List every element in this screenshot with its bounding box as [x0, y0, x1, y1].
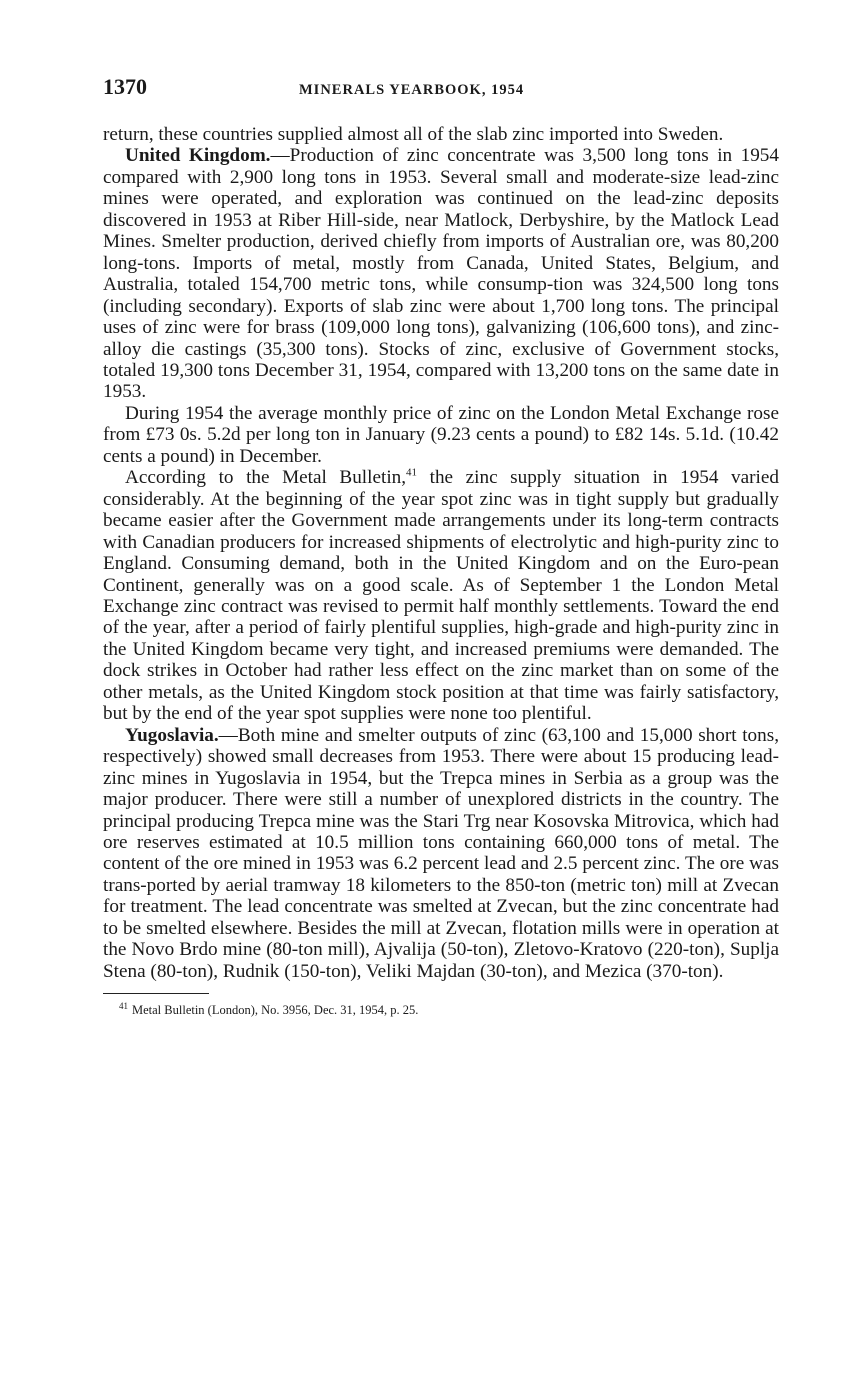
footnote-reference[interactable]: 41	[406, 466, 418, 479]
document-page	[103, 74, 779, 1018]
paragraph-united-kingdom	[103, 145, 779, 402]
page-header	[103, 74, 779, 108]
footnote-divider	[103, 993, 209, 994]
paragraph-continuation: return, these countries supplied almost all of the slab zinc imported into Sweden.	[103, 124, 724, 145]
section-heading-united-kingdom: United Kingdom.	[125, 145, 271, 167]
body-text	[103, 124, 779, 982]
paragraph-metal-bulletin	[103, 467, 779, 724]
running-head: MINERALS YEARBOOK, 1954	[299, 82, 525, 98]
paragraph-united-kingdom-body: —Production of zinc concentrate was 3,500 long tons in 1954 compared with 2,900 long tons in 1953. Several small and moderate-size lead-zinc mines were operated, and exploration was continued on the lead-zinc deposits discovered in 1953 at Riber Hill-side, near Matlock, Derbyshire, by the Matlock Lead Mines. Smelter production, derived chiefly from imports of Australian ore, was 80,200 long-tons. Imports of metal, mostly from Canada, United States, Belgium, and Australia, totaled 154,700 metric tons, while consump-tion was 324,500 long tons (including secondary). Exports of slab zinc were about 1,700 long tons. The principal uses of zinc were for brass (109,000 long tons), galvanizing (106,600 tons), and zinc-alloy die castings (35,300 tons). Stocks of zinc, exclusive of Government stocks, totaled 19,300 tons December 31, 1954, compared with 13,200 tons on the same date in 1953.	[103, 145, 779, 403]
paragraph-yugoslavia-body: —Both mine and smelter outputs of zinc (63,100 and 15,000 short tons, respectively) showed small decreases from 1953. There were about 15 producing lead-zinc mines in Yugoslavia in 1954, but the Trepca mines in Serbia as a group was the major producer. There were still a number of unexplored districts in the country. The principal producing Trepca mine was the Stari Trg near Kosovska Mitrovica, which had ore reserves estimated at 10.5 million tons containing 660,000 tons of metal. The content of the ore mined in 1953 was 6.2 percent lead and 2.5 percent zinc. The ore was trans-ported by aerial tramway 18 kilometers to the 850-ton (metric ton) mill at Zvecan for treatment. The lead concentrate was smelted at Zvecan, but the zinc concentrate had to be smelted elsewhere. Besides the mill at Zvecan, flotation mills were in operation at the Novo Brdo mine (80-ton mill), Ajvalija (50-ton), Zletovo-Kratovo (220-ton), Suplja Stena (80-ton), Rudnik (150-ton), Veliki Majdan (30-ton), and Mezica (370-ton).	[103, 724, 779, 982]
footnote-mark: 41	[119, 1000, 128, 1011]
footnote-text: Metal Bulletin (London), No. 3956, Dec. 31, 1954, p. 25.	[132, 1003, 419, 1018]
paragraph-yugoslavia	[103, 725, 779, 982]
paragraph-metal-bulletin-start: According to the Metal Bulletin,	[125, 467, 407, 489]
paragraph-metal-bulletin-body: the zinc supply situation in 1954 varied considerably. At the beginning of the year spot zinc was in tight supply but gradually became easier after the Government made arrangements under its long-term contracts with Canadian producers for increased shipments of electrolytic and high-purity zinc to England. Consuming demand, both in the United Kingdom and on the Euro-pean Continent, generally was on a good scale. As of September 1 the London Metal Exchange zinc contract was revised to permit half monthly settlements. Toward the end of the year, after a period of fairly plentiful supplies, high-grade and high-purity zinc in the United Kingdom became very tight, and increased premiums were demanded. The dock strikes in October had rather less effect on the zinc market than on some of the other metals, as the United Kingdom stock position at that time was fairly satisfactory, but by the end of the year spot supplies were none too plentiful.	[103, 467, 779, 725]
footnote	[103, 1000, 779, 1018]
paragraph-zinc-price: During 1954 the average monthly price of zinc on the London Metal Exchange rose from £73 0s. 5.2d per long ton in January (9.23 cents a pound) to £82 14s. 5.1d. (10.42 cents a pound) in December.	[103, 402, 779, 467]
section-heading-yugoslavia: Yugoslavia.	[125, 724, 219, 746]
page-number: 1370	[103, 74, 147, 99]
